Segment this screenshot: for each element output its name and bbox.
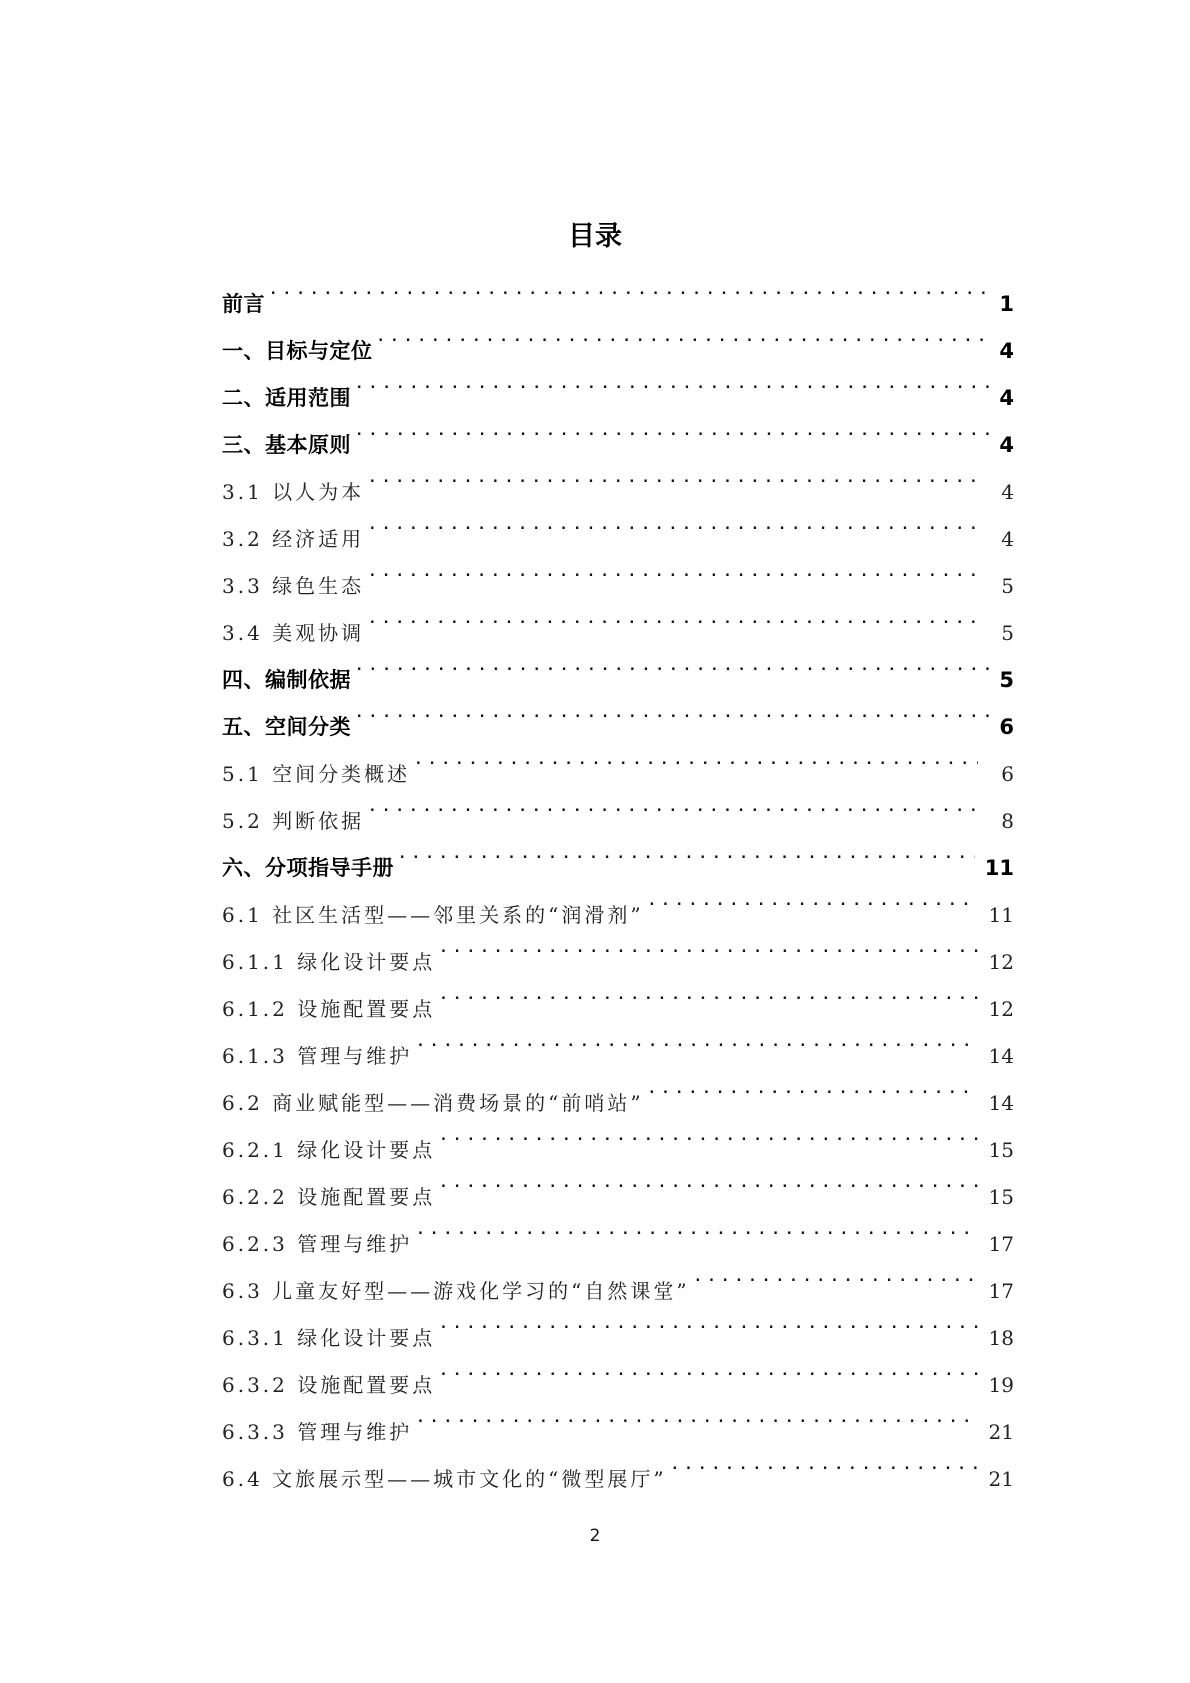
toc-entry-page: 14 — [988, 1044, 1014, 1068]
toc-entry-page: 5 — [999, 668, 1014, 692]
toc-entry-page: 11 — [984, 856, 1014, 880]
toc-entry-page: 15 — [988, 1185, 1014, 1209]
toc-entry-page: 19 — [988, 1373, 1014, 1397]
dot-leader — [439, 978, 978, 1016]
dot-leader — [439, 1307, 978, 1345]
toc-entry[interactable] — [222, 555, 1014, 602]
toc-entry-label: 6.2.3 管理与维护 — [222, 1232, 413, 1256]
toc-entry-page: 17 — [988, 1279, 1014, 1303]
toc-entry-page: 14 — [988, 1091, 1014, 1115]
toc-entry-page: 4 — [999, 433, 1014, 457]
toc-entry-page: 4 — [1001, 480, 1014, 504]
dot-leader — [439, 1166, 978, 1204]
dot-leader — [355, 414, 989, 452]
toc-entry-label: 一、目标与定位 — [222, 339, 373, 363]
toc-entry-label: 6.2.1 绿化设计要点 — [222, 1138, 436, 1162]
toc-entry-page: 18 — [988, 1326, 1014, 1350]
toc-entry-label: 6.3 儿童友好型——游戏化学习的“自然课堂” — [222, 1279, 690, 1303]
dot-leader — [414, 743, 978, 781]
toc-entry-page: 17 — [988, 1232, 1014, 1256]
toc-entry[interactable] — [222, 1307, 1014, 1354]
toc-entry-label: 6.2 商业赋能型——消费场景的“前哨站” — [222, 1091, 644, 1115]
dot-leader — [355, 367, 989, 405]
toc-entry[interactable] — [222, 602, 1014, 649]
toc-entry-label: 五、空间分类 — [222, 715, 351, 739]
toc-entry-page: 6 — [999, 715, 1014, 739]
dot-leader — [694, 1260, 978, 1298]
table-of-contents — [222, 273, 1014, 1495]
toc-entry-label: 3.4 美观协调 — [222, 621, 365, 645]
toc-entry-label: 3.3 绿色生态 — [222, 574, 365, 598]
dot-leader — [368, 508, 978, 546]
toc-entry-page: 4 — [999, 339, 1014, 363]
toc-entry[interactable] — [222, 743, 1014, 790]
toc-entry-label: 6.1.2 设施配置要点 — [222, 997, 436, 1021]
dot-leader — [439, 1119, 978, 1157]
toc-entry-label: 3.1 以人为本 — [222, 480, 365, 504]
dot-leader — [269, 273, 989, 311]
toc-entry[interactable] — [222, 367, 1014, 414]
toc-entry-label: 三、基本原则 — [222, 433, 351, 457]
toc-entry[interactable] — [222, 931, 1014, 978]
toc-entry-label: 5.1 空间分类概述 — [222, 762, 411, 786]
dot-leader — [648, 1072, 978, 1110]
toc-entry-label: 六、分项指导手册 — [222, 856, 394, 880]
toc-entry-page: 5 — [1001, 621, 1014, 645]
toc-title: 目录 — [568, 221, 622, 252]
toc-entry-label: 6.1 社区生活型——邻里关系的“润滑剂” — [222, 903, 644, 927]
toc-entry-page: 21 — [988, 1467, 1014, 1491]
toc-entry-page: 15 — [988, 1138, 1014, 1162]
toc-entry-label: 3.2 经济适用 — [222, 527, 365, 551]
toc-entry-page: 11 — [988, 903, 1014, 927]
dot-leader — [416, 1401, 978, 1439]
toc-entry[interactable] — [222, 978, 1014, 1025]
toc-entry-page: 4 — [1001, 527, 1014, 551]
toc-entry-page: 8 — [1001, 809, 1014, 833]
toc-entry-page: 12 — [988, 950, 1014, 974]
toc-entry[interactable] — [222, 1354, 1014, 1401]
toc-entry[interactable] — [222, 884, 1014, 931]
toc-entry-label: 四、编制依据 — [222, 668, 351, 692]
dot-leader — [439, 1354, 978, 1392]
toc-entry[interactable] — [222, 273, 1014, 320]
dot-leader — [671, 1448, 978, 1486]
toc-entry[interactable] — [222, 837, 1014, 884]
toc-entry-label: 6.3.1 绿化设计要点 — [222, 1326, 436, 1350]
toc-entry[interactable] — [222, 696, 1014, 743]
toc-entry[interactable] — [222, 649, 1014, 696]
dot-leader — [368, 790, 978, 828]
dot-leader — [355, 649, 989, 687]
toc-entry-label: 6.1.1 绿化设计要点 — [222, 950, 436, 974]
dot-leader — [416, 1213, 978, 1251]
toc-entry-label: 5.2 判断依据 — [222, 809, 365, 833]
toc-entry[interactable] — [222, 1448, 1014, 1495]
dot-leader — [648, 884, 978, 922]
toc-entry[interactable] — [222, 1025, 1014, 1072]
dot-leader — [439, 931, 978, 969]
toc-entry[interactable] — [222, 790, 1014, 837]
toc-entry[interactable] — [222, 320, 1014, 367]
page-number: 2 — [589, 1526, 601, 1546]
toc-entry-label: 二、适用范围 — [222, 386, 351, 410]
dot-leader — [368, 602, 978, 640]
dot-leader — [368, 555, 978, 593]
toc-entry[interactable] — [222, 414, 1014, 461]
toc-entry[interactable] — [222, 1119, 1014, 1166]
toc-entry-page: 21 — [988, 1420, 1014, 1444]
toc-entry-page: 6 — [1001, 762, 1014, 786]
toc-entry-page: 1 — [999, 292, 1014, 316]
toc-entry-label: 6.3.3 管理与维护 — [222, 1420, 413, 1444]
toc-entry-label: 6.1.3 管理与维护 — [222, 1044, 413, 1068]
toc-entry[interactable] — [222, 1260, 1014, 1307]
dot-leader — [416, 1025, 978, 1063]
toc-entry[interactable] — [222, 461, 1014, 508]
toc-entry[interactable] — [222, 508, 1014, 555]
dot-leader — [377, 320, 990, 358]
toc-entry[interactable] — [222, 1213, 1014, 1260]
toc-entry[interactable] — [222, 1401, 1014, 1448]
toc-entry-page: 5 — [1001, 574, 1014, 598]
toc-entry-label: 6.2.2 设施配置要点 — [222, 1185, 436, 1209]
dot-leader — [368, 461, 978, 499]
toc-entry-page: 12 — [988, 997, 1014, 1021]
dot-leader — [398, 837, 975, 875]
toc-entry-label: 6.3.2 设施配置要点 — [222, 1373, 436, 1397]
toc-entry[interactable] — [222, 1072, 1014, 1119]
toc-entry[interactable] — [222, 1166, 1014, 1213]
toc-entry-label: 前言 — [222, 292, 265, 316]
dot-leader — [355, 696, 989, 734]
toc-entry-label: 6.4 文旅展示型——城市文化的“微型展厅” — [222, 1467, 667, 1491]
toc-entry-page: 4 — [999, 386, 1014, 410]
